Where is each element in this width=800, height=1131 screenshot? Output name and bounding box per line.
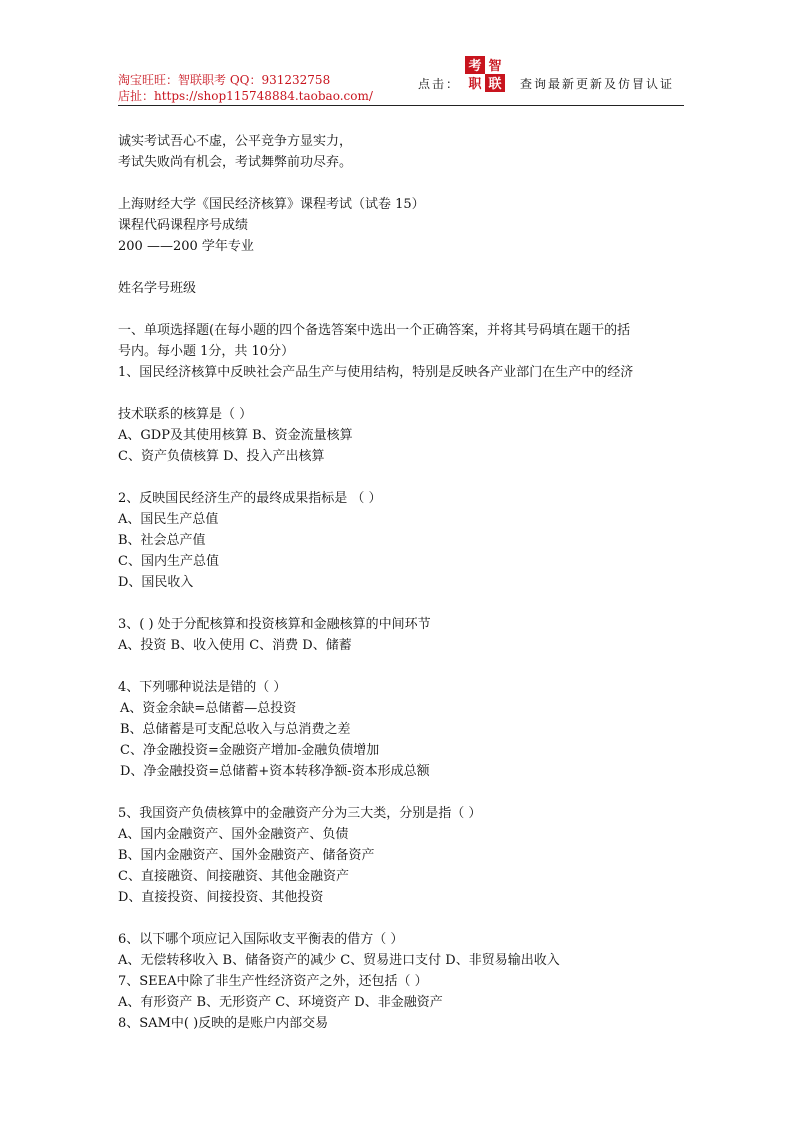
logo-char-1: 考 bbox=[468, 59, 482, 74]
question-4-option-c: C、净金融投资=金融资产增加-金融负债增加 bbox=[120, 743, 380, 758]
question-1-options-ab: A、GDP及其使用核算 B、资金流量核算 bbox=[118, 428, 353, 443]
exam-document bbox=[118, 131, 688, 1034]
question-3-options: A、投资 B、收入使用 C、消费 D、储蓄 bbox=[118, 638, 352, 653]
section-heading-cont: 号内。每小题 1分，共 10分） bbox=[118, 344, 295, 359]
question-2-option-c: C、国内生产总值 bbox=[118, 554, 219, 569]
question-5-option-c: C、直接融资、间接融资、其他金融资产 bbox=[118, 869, 349, 884]
question-4-option-a: A、资金余缺=总储蓄—总投资 bbox=[120, 701, 297, 716]
shop-url-link[interactable]: 店扯：https://shop115748884.taobao.com/ bbox=[118, 89, 373, 103]
question-6-options: A、无偿转移收入 B、储备资产的减少 C、贸易进口支付 D、非贸易输出收入 bbox=[118, 953, 560, 968]
click-label: 点击： bbox=[418, 77, 461, 91]
question-1-cont: 技术联系的核算是（ ） bbox=[118, 407, 253, 422]
question-2: 2、反映国民经济生产的最终成果指标是 （ ） bbox=[118, 491, 382, 506]
year-line: 200 ——200 学年专业 bbox=[118, 239, 254, 254]
question-1-options-cd: C、资产负债核算 D、投入产出核算 bbox=[118, 449, 325, 464]
question-2-option-d: D、国民收入 bbox=[118, 575, 194, 590]
question-2-option-b: B、社会总产值 bbox=[118, 533, 206, 548]
question-4-option-d: D、净金融投资=总储蓄+资本转移净额-资本形成总额 bbox=[120, 764, 430, 779]
verify-link[interactable]: 查询最新更新及仿冒认证 bbox=[520, 77, 675, 91]
question-5-option-b: B、国内金融资产、国外金融资产、储备资产 bbox=[118, 848, 375, 863]
question-4-option-b: B、总储蓄是可支配总收入与总消费之差 bbox=[120, 722, 351, 737]
question-5-option-d: D、直接投资、间接投资、其他投资 bbox=[118, 890, 324, 905]
question-1: 1、国民经济核算中反映社会产品生产与使用结构，特别是反映各产业部门在生产中的经济 bbox=[118, 365, 634, 380]
motto-line-1: 诚实考试吾心不虚，公平竞争方显实力， bbox=[118, 134, 353, 149]
header-divider bbox=[118, 105, 684, 106]
question-7: 7、SEEA中除了非生产性经济资产之外，还包括（ ） bbox=[118, 974, 428, 989]
name-line: 姓名学号班级 bbox=[118, 281, 197, 296]
course-line: 课程代码课程序号成绩 bbox=[118, 218, 249, 233]
logo-char-3: 职 bbox=[468, 77, 482, 92]
page-header bbox=[118, 52, 684, 108]
question-2-option-a: A、国民生产总值 bbox=[118, 512, 219, 527]
question-7-options: A、有形资产 B、无形资产 C、环境资产 D、非金融资产 bbox=[118, 995, 443, 1010]
zhilian-logo[interactable] bbox=[465, 56, 505, 92]
question-3: 3、( ) 处于分配核算和投资核算和金融核算的中间环节 bbox=[118, 617, 431, 632]
exam-title: 上海财经大学《国民经济核算》课程考试（试卷 15） bbox=[118, 197, 425, 212]
section-heading: 一、单项选择题(在每小题的四个备选答案中选出一个正确答案，并将其号码填在题干的括 bbox=[118, 323, 631, 338]
question-4: 4、下列哪种说法是错的（ ） bbox=[118, 680, 287, 695]
question-6: 6、以下哪个项应记入国际收支平衡表的借方（ ） bbox=[118, 932, 404, 947]
logo-char-4: 联 bbox=[488, 77, 502, 92]
question-5-option-a: A、国内金融资产、国外金融资产、负债 bbox=[118, 827, 349, 842]
question-5: 5、我国资产负债核算中的金融资产分为三大类，分别是指（ ） bbox=[118, 806, 482, 821]
shop-contact-line: 淘宝旺旺：智联职考 QQ：931232758 bbox=[118, 73, 331, 87]
motto-line-2: 考试失败尚有机会，考试舞弊前功尽弃。 bbox=[118, 155, 353, 170]
shop-info bbox=[118, 72, 373, 104]
question-8: 8、SAM中( )反映的是账户内部交易 bbox=[118, 1016, 329, 1031]
logo-char-2: 智 bbox=[488, 59, 502, 74]
